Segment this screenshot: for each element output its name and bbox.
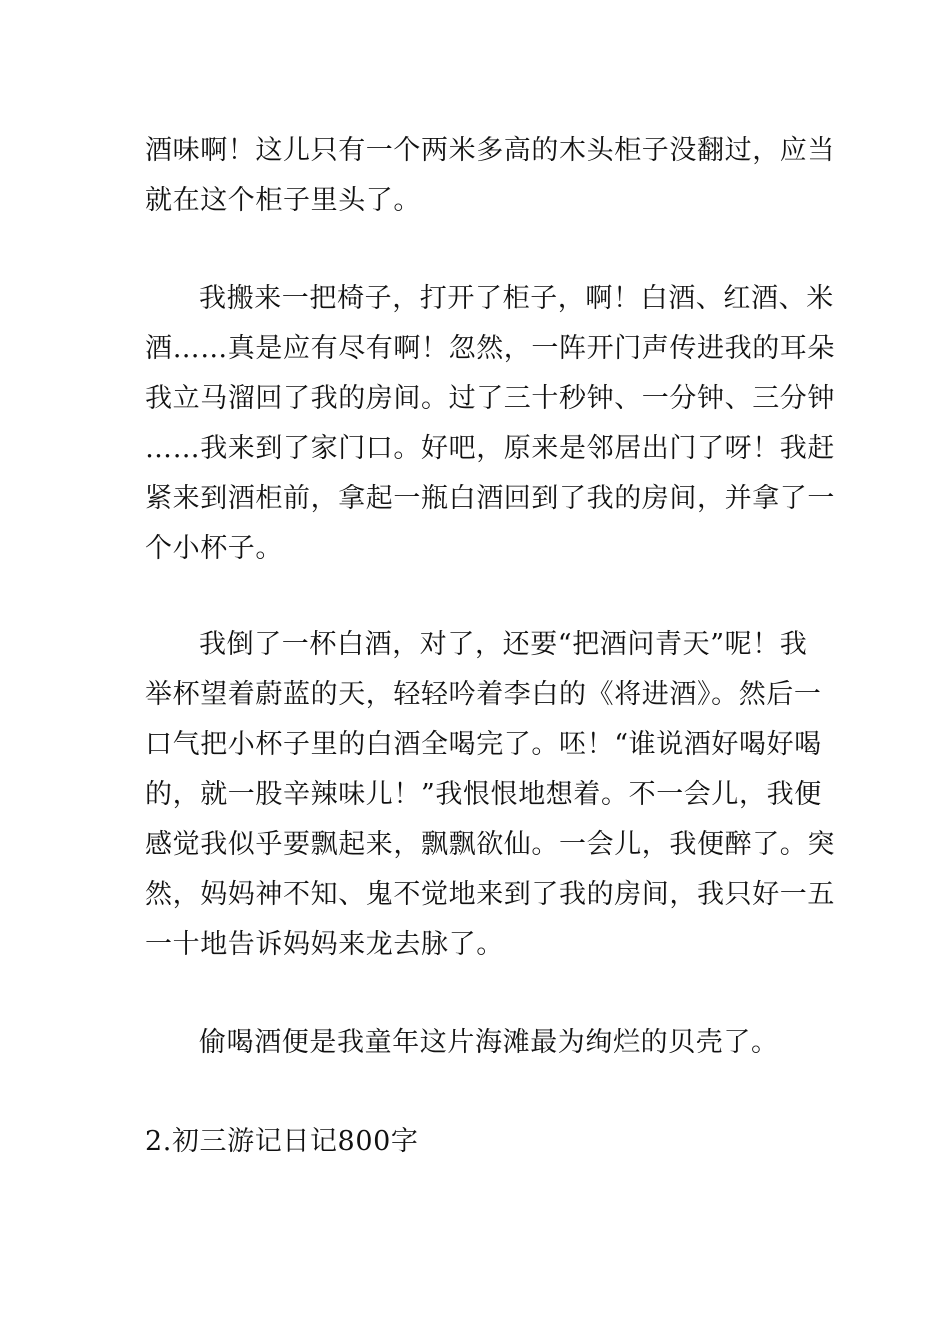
paragraph (145, 274, 835, 574)
text-line: 一十地告诉妈妈来龙去脉了。 (145, 929, 504, 960)
text-line: 感觉我似乎要飘起来，飘飘欲仙。一会儿，我便醉了。突 (145, 829, 835, 860)
text-line: 就在这个柜子里头了。 (145, 185, 421, 216)
text-line: 然，妈妈神不知、鬼不觉地来到了我的房间，我只好一五 (145, 879, 835, 910)
paragraph (145, 1018, 810, 1068)
text-line: 酒……真是应有尽有啊！忽然，一阵开门声传进我的耳朵 (145, 333, 835, 364)
text-line: 紧来到酒柜前，拿起一瓶白酒回到了我的房间，并拿了一 (145, 483, 835, 514)
text-line: ……我来到了家门口。好吧，原来是邻居出门了呀！我赶 (145, 433, 835, 464)
text-line: 我倒了一杯白酒，对了，还要“把酒问青天”呢！我 (199, 629, 808, 660)
text-line: 口气把小杯子里的白酒全喝完了。呸！“谁说酒好喝好喝 (145, 729, 822, 760)
paragraph (145, 620, 835, 970)
section-heading-text: 2.初三游记日记800字 (145, 1126, 419, 1157)
text-line: 个小杯子。 (145, 533, 283, 564)
text-line: 我立马溜回了我的房间。过了三十秒钟、一分钟、三分钟 (145, 383, 835, 414)
text-line: 举杯望着蔚蓝的天，轻轻吟着李白的《将进酒》。然后一 (145, 679, 822, 710)
section-heading (145, 1117, 810, 1167)
text-line: 酒味啊！这儿只有一个两米多高的木头柜子没翻过，应当 (145, 135, 835, 166)
text-line: 的，就一股辛辣味儿！”我恨恨地想着。不一会儿，我便 (145, 779, 822, 810)
text-line: 偷喝酒便是我童年这片海滩最为绚烂的贝壳了。 (199, 1027, 779, 1058)
paragraph (145, 126, 835, 226)
text-line: 我搬来一把椅子，打开了柜子，啊！白酒、红酒、米 (199, 283, 834, 314)
